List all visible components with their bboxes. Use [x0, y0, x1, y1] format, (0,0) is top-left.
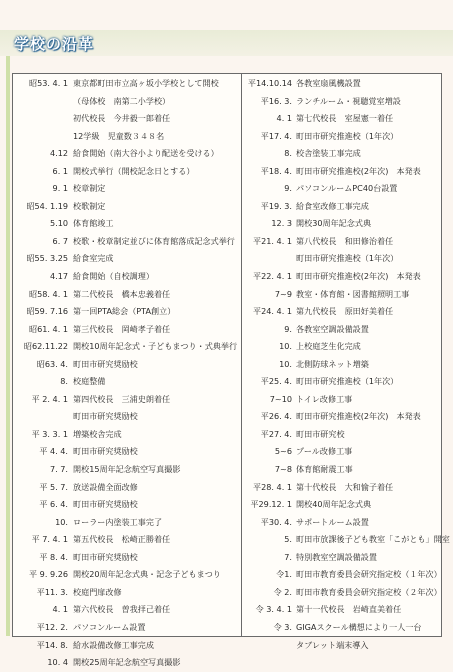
history-row [244, 268, 439, 286]
history-date: 平 6. 4. [39, 499, 68, 510]
history-date: 8. [284, 148, 292, 159]
history-event: 第八代校長 和田修治着任 [296, 235, 394, 246]
history-date: 昭55. 3.25 [26, 253, 68, 264]
history-row [16, 637, 239, 655]
history-event: 開校40周年記念式典 [296, 499, 372, 510]
history-row [244, 338, 439, 356]
history-date: 昭54. 1.19 [26, 200, 68, 211]
history-event: 増築校舎完成 [73, 428, 122, 439]
history-date: 7. 7. [49, 464, 68, 475]
history-event: 第七代校長 室屋憲一着任 [296, 113, 394, 124]
history-row [16, 356, 239, 374]
history-event: 第四代校長 三浦史朗着任 [73, 393, 171, 404]
history-event: 第十代校長 大和愉子着任 [296, 481, 394, 492]
history-row [244, 163, 439, 181]
history-date: 昭62.11.22 [23, 341, 68, 352]
history-row [244, 198, 439, 216]
history-date: 5~6 [274, 446, 292, 457]
history-date: 5.10 [49, 218, 68, 229]
history-row [16, 426, 239, 444]
history-date: 平19. 3. [260, 200, 292, 211]
history-event: 上校庭芝生化完成 [296, 341, 361, 352]
history-row [244, 215, 439, 233]
history-event: 校舎塗装工事完成 [296, 148, 361, 159]
history-date: 6. 7 [52, 235, 68, 246]
history-date: 昭53. 4. 1 [29, 78, 68, 88]
history-row [244, 75, 439, 93]
history-date: 9. [284, 323, 292, 334]
history-event: 開校20周年記念式典・記念子どもまつり [73, 569, 221, 580]
history-event: 町田市研究推進校（1年次） [296, 376, 399, 387]
history-event: 第五代校長 松崎正勝着任 [73, 534, 171, 545]
history-event: 第二代校長 橋本忠義着任 [73, 288, 171, 299]
history-event: 第九代校長 原田好美着任 [296, 306, 394, 317]
history-row [16, 198, 239, 216]
history-row [244, 408, 439, 426]
history-row [244, 566, 442, 584]
history-event: 給食室改修工事完成 [296, 200, 369, 211]
history-row [16, 303, 239, 321]
history-event: 町田市研究推進校(2年次) 本発表 [296, 271, 421, 282]
page-title: 学校の沿革 [14, 35, 95, 53]
history-row [16, 549, 239, 567]
history-row [244, 321, 439, 339]
history-date: 8. [60, 376, 68, 387]
history-event: 町田市研究校 [296, 428, 345, 439]
history-date: 4.17 [49, 271, 68, 282]
history-event: パソコンルームPC40台設置 [296, 183, 398, 194]
history-date: 9. 1 [52, 183, 68, 194]
history-date: 令1. [276, 569, 292, 580]
history-event: 第一回PTA総会（PTA創立） [73, 306, 176, 317]
history-row [244, 128, 439, 146]
history-event: サポートルーム設置 [296, 516, 369, 527]
history-event: ローラー内塗装工事完了 [73, 516, 163, 527]
history-date: 4.12 [49, 148, 68, 159]
history-date: 6. 1 [52, 165, 68, 176]
history-date: 4. 1 [52, 604, 68, 615]
history-date: 平14.10.14 [247, 78, 292, 88]
history-date: 平28. 4. 1 [253, 481, 292, 492]
history-row [16, 338, 239, 356]
history-row [16, 461, 239, 479]
history-row [16, 584, 239, 602]
history-date: 10. [279, 358, 292, 369]
history-date: 令 3. 4. 1 [255, 604, 292, 615]
history-row [244, 93, 439, 111]
history-date: 平 7. 4. 1 [31, 534, 68, 545]
history-row [16, 75, 239, 93]
history-event: GIGAスクール構想により一人一台 [296, 621, 422, 632]
history-event: 開校15周年記念航空写真撮影 [73, 464, 181, 475]
history-date: 昭58. 4. 1 [29, 288, 68, 299]
history-event: 体育館耐震工事 [296, 464, 353, 475]
history-row [244, 303, 439, 321]
history-row [244, 373, 439, 391]
history-row [16, 268, 239, 286]
history-event: 各教室扇風機設置 [296, 78, 361, 88]
history-event: 町田市研究奨励校 [73, 551, 138, 562]
history-column-left [16, 75, 239, 672]
history-row [16, 163, 239, 181]
history-event: 町田市研究推進校(2年次) 本発表 [296, 165, 421, 176]
history-row [16, 531, 239, 549]
history-row [16, 180, 239, 198]
history-date: 10. [55, 516, 68, 527]
history-row [16, 601, 239, 619]
history-date [16, 408, 68, 426]
history-date: 9. [284, 183, 292, 194]
history-event: 東京都町田市立高ヶ坂小学校として開校 [73, 78, 219, 88]
history-row [244, 479, 439, 497]
history-date: 平30. 4. [260, 516, 292, 527]
history-row [244, 549, 439, 567]
history-date: 平21. 4. 1 [253, 235, 292, 246]
history-event: パソコンルーム設置 [73, 621, 146, 632]
history-row [244, 601, 439, 619]
history-column-right [244, 75, 450, 654]
history-date: 昭61. 4. 1 [29, 323, 68, 334]
history-event: 町田市放課後子ども教室「こがとも」開室 [296, 534, 450, 545]
history-row [16, 566, 239, 584]
history-row [16, 391, 239, 409]
history-date: 昭63. 4. [36, 358, 68, 369]
history-event: 第十一代校長 岩崎直美着任 [296, 604, 402, 615]
history-row [244, 250, 439, 268]
history-row [244, 514, 439, 532]
history-row [244, 286, 439, 304]
history-event: トイレ改修工事 [296, 393, 353, 404]
history-event: 初代校長 今井毅一郎着任 [73, 113, 171, 124]
history-date: 7~10 [269, 393, 292, 404]
history-date [244, 250, 292, 268]
history-date: 平29.12. 1 [250, 499, 292, 510]
history-row [16, 128, 239, 146]
history-date: 平25. 4. [260, 376, 292, 387]
history-date: 7~9 [274, 288, 292, 299]
history-event: 第六代校長 曽我拝己着任 [73, 604, 171, 615]
history-date [16, 128, 68, 146]
history-event: 町田市教育委員会研究指定校（２年次） [296, 586, 442, 597]
history-row [16, 373, 239, 391]
history-row [244, 531, 450, 549]
history-row [244, 496, 439, 514]
history-row [16, 250, 239, 268]
history-date: 7~8 [274, 464, 292, 475]
history-event: 教室・体育館・図書館照明工事 [296, 288, 410, 299]
history-row [16, 233, 239, 251]
history-date: 7. [284, 551, 292, 562]
history-event: ランチルーム・視聴覚室増設 [296, 95, 401, 106]
history-event: 校歌・校章制定並びに体育館落成記念式挙行 [73, 235, 235, 246]
history-row [16, 514, 239, 532]
history-event: 町田市研究推進校（1年次） [296, 130, 399, 141]
history-row [16, 145, 239, 163]
history-row [16, 443, 239, 461]
history-event: タブレット端末導入 [296, 639, 369, 650]
history-date [16, 93, 68, 111]
history-event: 町田市研究推進校（1年次） [296, 253, 399, 264]
history-event: 北側防球ネット増築 [296, 358, 369, 369]
history-row [244, 637, 439, 655]
history-event: 町田市教育委員会研究指定校（１年次） [296, 569, 442, 580]
history-event: 校章制定 [73, 183, 106, 194]
history-date: 平 8. 4. [39, 551, 68, 562]
history-date: 平27. 4. [260, 428, 292, 439]
history-row [16, 654, 239, 672]
history-event: 町田市研究奨励校 [73, 499, 138, 510]
history-date: 平12. 2. [36, 621, 68, 632]
history-event: 校庭門扉改修 [73, 586, 122, 597]
history-date: 平 4. 4. [39, 446, 68, 457]
history-row [16, 496, 239, 514]
history-event: プール改修工事 [296, 446, 353, 457]
history-row [244, 443, 439, 461]
history-date: 平 9. 9.26 [29, 569, 68, 580]
history-event: 町田市研究奨励校 [73, 358, 138, 369]
history-date: 12. 3 [271, 218, 292, 229]
history-row [244, 180, 439, 198]
history-table [12, 73, 450, 668]
history-event: 校歌制定 [73, 200, 106, 211]
history-event: （母体校 南第二小学校） [73, 95, 171, 106]
history-event: 開校式挙行（開校記念日とする） [73, 165, 195, 176]
history-row [244, 391, 439, 409]
history-date: 10. [279, 341, 292, 352]
history-date: 平17. 4. [260, 130, 292, 141]
history-event: 放送設備全面改修 [73, 481, 138, 492]
history-event: 開校10周年記念式・子どもまつり・式典挙行 [73, 341, 238, 352]
history-row [16, 93, 239, 111]
history-event: 校庭整備 [73, 376, 106, 387]
history-row [244, 110, 439, 128]
history-date: 4. 1 [276, 113, 292, 124]
history-date: 昭59. 7.16 [26, 306, 68, 317]
history-date: 令 3. [273, 621, 292, 632]
history-date: 平 2. 4. 1 [31, 393, 68, 404]
history-date: 平16. 3. [260, 95, 292, 106]
history-event: 給食開始（南大谷小より配送を受ける） [73, 148, 219, 159]
history-row [16, 215, 239, 233]
history-date: 平26. 4. [260, 411, 292, 422]
history-row [244, 619, 439, 637]
history-row [244, 461, 439, 479]
history-date: 平11. 3. [36, 586, 68, 597]
history-date [244, 637, 292, 655]
history-event: 町田市研究奨励校 [73, 411, 138, 422]
history-date: 令 2. [273, 586, 292, 597]
history-event: 給食開始（自校調理） [73, 271, 154, 282]
history-row [16, 110, 239, 128]
history-event: 町田市研究奨励校 [73, 446, 138, 457]
history-row [244, 145, 439, 163]
history-event: 開校30周年記念式典 [296, 218, 372, 229]
history-row [244, 584, 442, 602]
history-event: 第三代校長 岡崎孝子着任 [73, 323, 171, 334]
history-event: 体育館竣工 [73, 218, 114, 229]
history-row [244, 356, 439, 374]
history-row [244, 426, 439, 444]
history-date: 平 3. 3. 1 [31, 428, 68, 439]
history-event: 給食室完成 [73, 253, 114, 264]
history-date: 10. 4 [47, 657, 68, 668]
history-date: 平18. 4. [260, 165, 292, 176]
decorative-side-bar [6, 56, 10, 636]
history-row [16, 619, 239, 637]
history-row [16, 479, 239, 497]
history-row [16, 408, 239, 426]
history-event: 特別教室空調設備設置 [296, 551, 377, 562]
history-event: 開校25周年記念航空写真撮影 [73, 657, 181, 668]
history-date: 平 5. 7. [39, 481, 68, 492]
history-event: 町田市研究推進校(2年次) 本発表 [296, 411, 421, 422]
history-event: 各教室空調設備設置 [296, 323, 369, 334]
history-row [16, 286, 239, 304]
history-event: 12学級 児童数３４８名 [73, 130, 165, 141]
column-divider [241, 74, 242, 636]
history-date: 平24. 4. 1 [253, 306, 292, 317]
history-date: 5. [284, 534, 292, 545]
history-date [16, 110, 68, 128]
history-date: 平22. 4. 1 [253, 271, 292, 282]
history-row [244, 233, 439, 251]
history-row [16, 321, 239, 339]
history-date: 平14. 8. [36, 639, 68, 650]
history-event: 給水設備改修工事完成 [73, 639, 154, 650]
